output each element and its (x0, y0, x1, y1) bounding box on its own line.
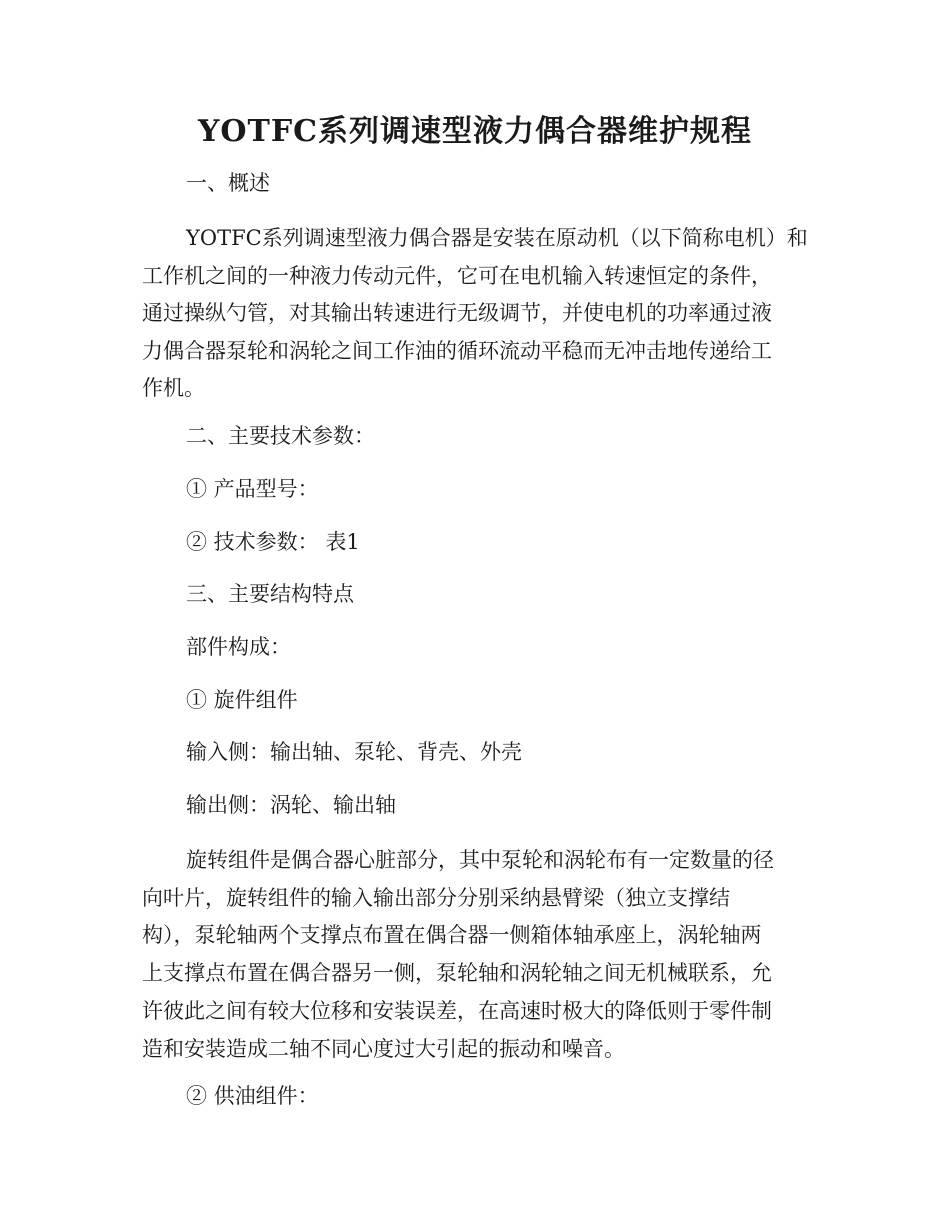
list-item-product-model: ① 产品型号： (186, 477, 319, 501)
paragraph-line: 力偶合器泵轮和涡轮之间工作油的循环流动平稳而无冲击地传递给工 (142, 338, 772, 363)
document-title: YOTFC系列调速型液力偶合器维护规程 (197, 114, 753, 149)
components-label: 部件构成： (186, 635, 291, 659)
paragraph-line: 向叶片，旋转组件的输入输出部分分别采纳悬臂梁（独立支撑结 (142, 885, 730, 910)
input-side-text: 输入侧：输出轴、泵轮、背壳、外壳 (186, 740, 522, 764)
rotating-assembly-paragraph (142, 842, 810, 1068)
section-heading-tech-params: 二、主要技术参数： (186, 424, 375, 448)
paragraph-line: 许彼此之间有较大位移和安装误差，在高速时极大的降低则于零件制 (142, 998, 772, 1023)
list-item-tech-params: ② 技术参数： 表1 (186, 530, 360, 554)
paragraph-line: 构），泵轮轴两个支撑点布置在偶合器一侧箱体轴承座上，涡轮轴两 (142, 923, 762, 948)
paragraph-line: 造和安装造成二轴不同心度过大引起的振动和噪音。 (142, 1036, 625, 1061)
section-heading-structure: 三、主要结构特点 (186, 582, 354, 606)
paragraph-line: 作机。 (142, 376, 205, 401)
paragraph-line: 通过操纵勺管，对其输出转速进行无级调节，并使电机的功率通过液 (142, 301, 772, 326)
list-item-rotating-assembly: ① 旋件组件 (186, 688, 298, 712)
output-side-text: 输出侧：涡轮、输出轴 (186, 793, 396, 817)
paragraph-line: 上支撑点布置在偶合器另一侧，泵轮轴和涡轮轴之间无机械联系，允 (142, 961, 772, 986)
section-heading-overview: 一、概述 (186, 171, 270, 195)
list-item-oil-supply: ② 供油组件： (186, 1084, 319, 1108)
paragraph-line: 旋转组件是偶合器心脏部分，其中泵轮和涡轮布有一定数量的径 (186, 848, 774, 872)
paragraph-line: 工作机之间的一种液力传动元件，它可在电机输入转速恒定的条件， (142, 263, 772, 288)
paragraph-line: YOTFC系列调速型液力偶合器是安装在原动机（以下简称电机）和 (186, 226, 808, 250)
overview-paragraph (142, 220, 810, 408)
